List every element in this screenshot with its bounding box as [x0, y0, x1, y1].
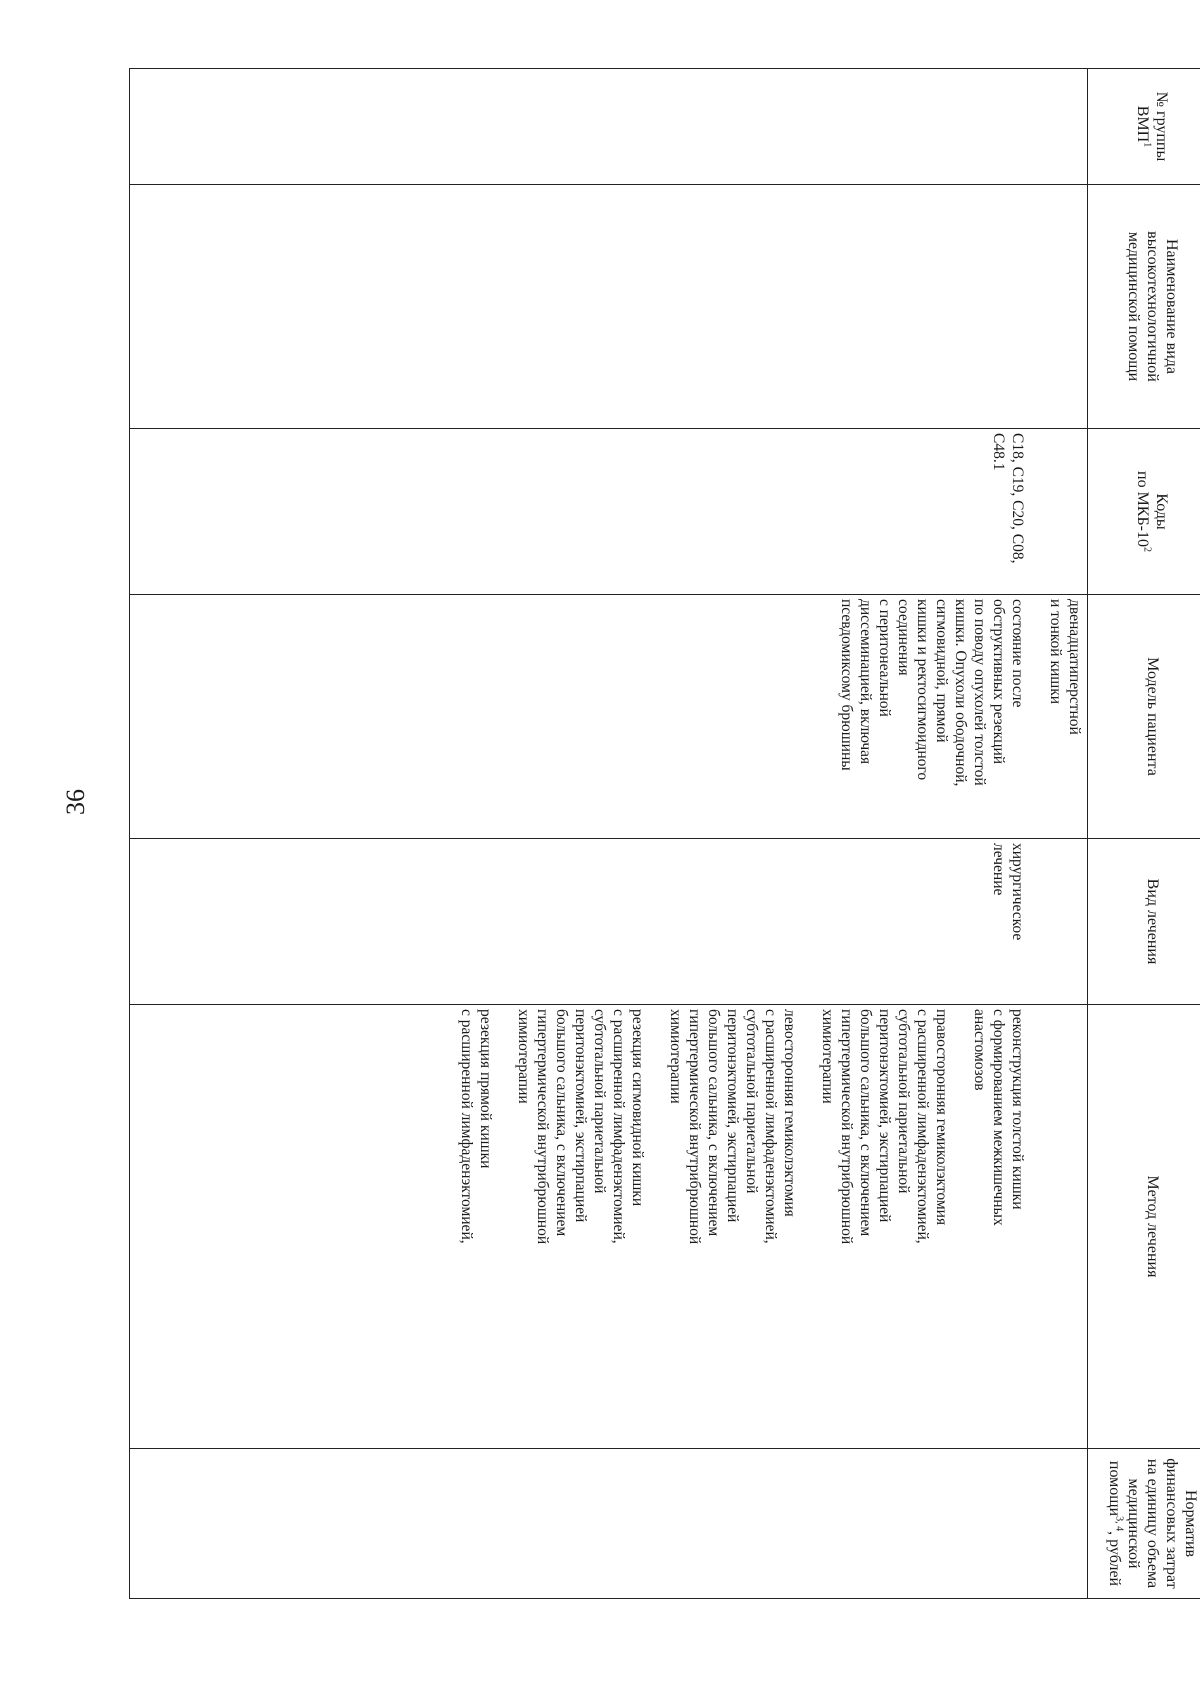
method-list: [457, 1009, 1027, 1444]
method-line: с расширенной лимфаденэктомией,: [914, 1009, 931, 1244]
method-line: химиотерапии: [667, 1009, 684, 1104]
method-line: гипертермической внутрибрюшной: [534, 1009, 551, 1245]
patient-model-line: соединения: [895, 599, 912, 676]
header-treatment-type: Вид лечения: [1088, 839, 1200, 1005]
method-line: с формированием межкишечных: [990, 1009, 1007, 1226]
header-method: Метод лечения: [1088, 1005, 1200, 1449]
cell-cost: [130, 1449, 1088, 1599]
method-line: субтотальной париетальной: [895, 1009, 912, 1194]
patient-model-line: псевдомиксому брюшины: [838, 599, 855, 771]
method-item: [818, 1009, 951, 1444]
patient-model-line: кишки и ректосигмоидного: [914, 599, 931, 781]
patient-model-line: состояние после: [1009, 599, 1026, 708]
rotated-table-sheet: [129, 68, 1200, 1598]
patient-model-line: кишки. Опухоли ободочной,: [952, 599, 969, 787]
method-line: субтотальной париетальной: [591, 1009, 608, 1194]
method-line: правосторонняя гемиколэктомия: [933, 1009, 950, 1226]
patient-model-prev-line: и тонкой кишки: [1047, 599, 1064, 705]
patient-model-line: сигмовидной, прямой: [933, 599, 950, 743]
patient-model-prev-line: двенадцатиперстной: [1066, 599, 1083, 735]
treatment-type-line: хирургическое: [1009, 843, 1026, 941]
method-line: большого сальника, с включением: [553, 1009, 570, 1237]
method-line: большого сальника, с включением: [705, 1009, 722, 1237]
patient-model-line: обструктивных резекций: [990, 599, 1007, 765]
method-line: перитонэктомией, экстирпацией: [724, 1009, 741, 1223]
method-item: [514, 1009, 647, 1444]
cell-method: [130, 1005, 1088, 1449]
header-patient-model: Модель пациента: [1088, 595, 1200, 839]
header-row: [1088, 69, 1200, 1599]
method-line: с расширенной лимфаденэктомией,: [458, 1009, 475, 1244]
cell-group-no: [130, 69, 1088, 185]
method-line: гипертермической внутрибрюшной: [838, 1009, 855, 1245]
header-name: Наименование вида высокотехнологичной медицинской помощи: [1088, 185, 1200, 429]
codes-text: C18, C19, C20, C08, C48.1: [990, 433, 1026, 564]
header-group-no: № группы ВМП$^1$: [1088, 69, 1200, 185]
method-line: большого сальника, с включением: [857, 1009, 874, 1237]
vmp-table: [129, 68, 1200, 1599]
cell-name: [130, 185, 1088, 429]
method-item: [970, 1009, 1027, 1444]
header-codes: Коды по МКБ-$10^2$: [1088, 429, 1200, 595]
method-line: субтотальной париетальной: [743, 1009, 760, 1194]
header-cost: Норматив финансовых затрат на единицу объема медицинской помощи$^{3, 4}$, рублей: [1088, 1449, 1200, 1599]
method-line: резекция прямой кишки: [477, 1009, 494, 1169]
method-line: химиотерапии: [819, 1009, 836, 1104]
method-line: с расширенной лимфаденэктомией,: [610, 1009, 627, 1244]
cell-codes: [130, 429, 1088, 595]
table-row: [130, 69, 1088, 1599]
method-line: левосторонняя гемиколэктомия: [781, 1009, 798, 1217]
treatment-type-line: лечение: [990, 843, 1007, 896]
method-line: резекция сигмовидной кишки: [629, 1009, 646, 1207]
method-line: перитонэктомией, экстирпацией: [876, 1009, 893, 1223]
patient-model-line: по поводу опухолей толстой: [971, 599, 988, 786]
method-line: химиотерапии: [515, 1009, 532, 1104]
method-line: анастомозов: [971, 1009, 988, 1091]
method-line: перитонэктомией, экстирпацией: [572, 1009, 589, 1223]
cell-patient-model: [130, 595, 1088, 839]
patient-model-line: диссеминацией, включая: [857, 599, 874, 765]
method-item: [457, 1009, 495, 1444]
method-line: с расширенной лимфаденэктомией,: [762, 1009, 779, 1244]
patient-model-line: с перитонеальной: [876, 599, 893, 717]
patient-model-text: [837, 599, 1027, 834]
method-line: гипертермической внутрибрюшной: [686, 1009, 703, 1245]
method-line: реконструкция толстой кишки: [1009, 1009, 1026, 1210]
page-number: 36: [61, 789, 90, 815]
method-item: [666, 1009, 799, 1444]
cell-treatment-type: [130, 839, 1088, 1005]
